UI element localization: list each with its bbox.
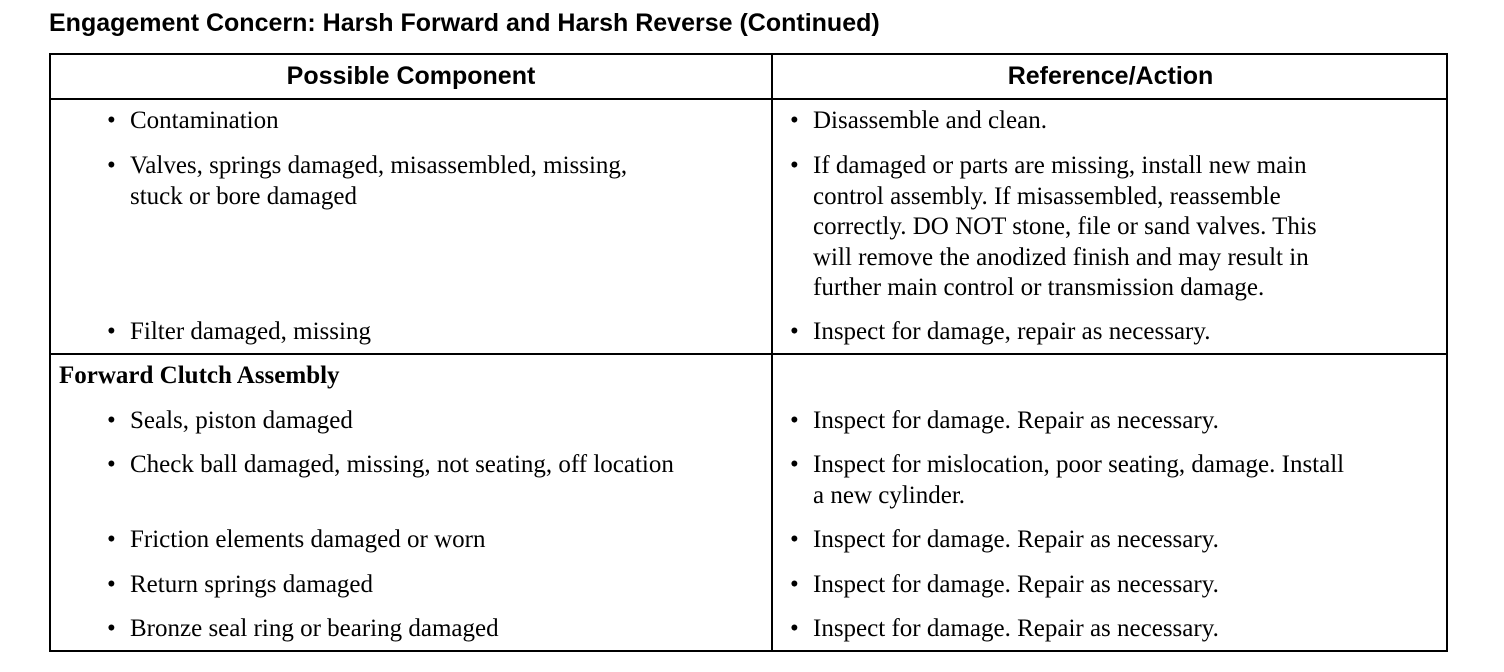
component-text: Valves, springs damaged, misassembled, missing, [130, 152, 628, 179]
bullet-icon: • [107, 107, 116, 134]
component-cell [107, 151, 627, 212]
page-title: Engagement Concern: Harsh Forward and Harsh Reverse (Continued) [49, 9, 880, 37]
action-text: Inspect for mislocation, poor seating, damage. Install [813, 451, 1345, 478]
component-text: Bronze seal ring or bearing damaged [130, 615, 499, 642]
bullet-icon: • [790, 526, 799, 553]
action-cell [790, 525, 1219, 556]
action-text: Inspect for damage. Repair as necessary. [813, 526, 1219, 553]
bullet-icon: • [790, 407, 799, 434]
diagnosis-table [49, 53, 1448, 652]
bullet-icon: • [790, 107, 799, 134]
component-cell [107, 570, 373, 601]
action-text: control assembly. If misassembled, reassemble [813, 182, 1281, 210]
bullet-icon: • [107, 152, 116, 179]
bullet-icon: • [790, 571, 799, 598]
component-text: Seals, piston damaged [130, 407, 353, 434]
bullet-icon: • [790, 318, 799, 345]
action-cell [790, 317, 1211, 348]
action-text: will remove the anodized finish and may result in [813, 243, 1309, 271]
action-text: Disassemble and clean. [813, 107, 1047, 134]
header-divider [51, 98, 1446, 100]
component-text: Filter damaged, missing [130, 318, 371, 345]
bullet-icon: • [107, 615, 116, 642]
bullet-icon: • [107, 526, 116, 553]
action-text: Inspect for damage. Repair as necessary. [813, 615, 1219, 642]
component-cell [107, 450, 674, 481]
action-text: Inspect for damage, repair as necessary. [813, 318, 1211, 345]
component-cell [107, 614, 499, 645]
bullet-icon: • [790, 451, 799, 478]
action-cell [790, 570, 1219, 601]
action-cell [790, 106, 1047, 137]
component-text: Friction elements damaged or worn [130, 526, 486, 553]
action-text: If damaged or parts are missing, install new main [813, 152, 1307, 179]
action-cell [790, 614, 1219, 645]
action-text: further main control or transmission damage. [813, 274, 1265, 301]
component-cell [107, 317, 371, 348]
bullet-icon: • [107, 407, 116, 434]
bullet-icon: • [107, 571, 116, 598]
component-text: Contamination [130, 107, 279, 134]
bullet-icon: • [790, 615, 799, 642]
action-text: Inspect for damage. Repair as necessary. [813, 407, 1219, 434]
component-text: Return springs damaged [130, 571, 374, 598]
action-text: a new cylinder. [813, 481, 966, 509]
component-text: Check ball damaged, missing, not seating, off location [130, 451, 674, 478]
bullet-icon: • [107, 451, 116, 478]
action-text: correctly. DO NOT stone, file or sand valves. This [813, 213, 1317, 240]
header-reference-action: Reference/Action [1007, 62, 1214, 90]
bullet-icon: • [107, 318, 116, 345]
component-cell [107, 525, 485, 556]
action-cell [790, 151, 1317, 304]
component-cell [107, 106, 279, 137]
header-possible-component: Possible Component [286, 62, 536, 90]
bullet-icon: • [790, 152, 799, 179]
component-text: stuck or bore damaged [130, 182, 358, 210]
group-divider [51, 353, 1446, 355]
section-title: Forward Clutch Assembly [59, 362, 340, 389]
action-cell [790, 450, 1344, 511]
action-cell [790, 406, 1219, 437]
action-text: Inspect for damage. Repair as necessary. [813, 571, 1219, 598]
component-cell [107, 406, 353, 437]
